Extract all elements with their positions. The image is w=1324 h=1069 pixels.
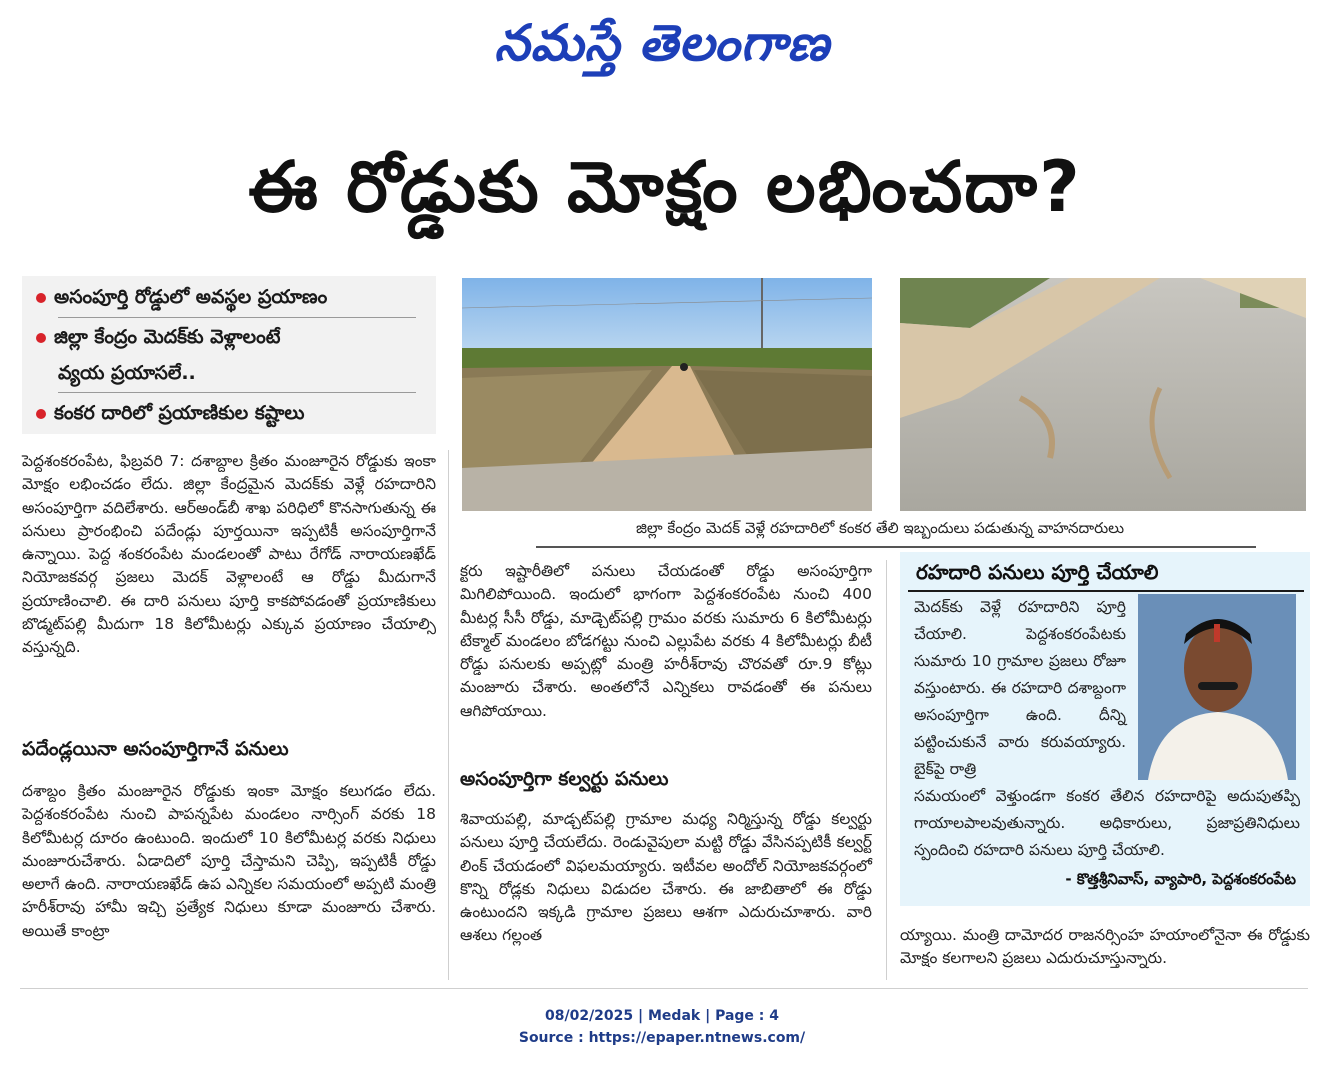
quote-title: రహదారి పనులు పూర్తి చేయాలి bbox=[916, 560, 1159, 584]
road-photo bbox=[462, 278, 872, 511]
divider bbox=[58, 317, 416, 318]
divider bbox=[58, 392, 416, 393]
bottom-rule bbox=[20, 988, 1308, 989]
column-divider bbox=[448, 450, 449, 980]
footer-source: Source : https://epaper.ntnews.com/ bbox=[518, 1030, 806, 1046]
caption-rule bbox=[536, 546, 1256, 548]
highlight-item: కంకర దారిలో ప్రయాణికుల కష్టాలు bbox=[36, 398, 304, 428]
bullet-dot-icon bbox=[36, 333, 46, 343]
article-column-1-intro: పెద్దశంకరంపేట, ఫిబ్రవరి 7: దశాబ్దాల క్రితం మంజూరైన రోడ్డుకు ఇంకా మోక్షం లభించడం లేదు. జిల్లా కేంద్రమైన మెదక్‌కు వెళ్లే రహదారిని అసంపూర్తిగా వదిలేశారు. ఆర్‌అండ్‌బీ శాఖ పరిధిలో కొనసాగుతున్న ఈ పనులు ప్రారంభించి పదేండ్లు పూర్తయినా ఇప్పటికీ అసంపూర్తిగానే ఉన్నాయి. పెద్ద శంకరంపేట మండలంతో పాటు రేగోడ్ నారాయణఖేడ్ నియోజకవర్గ ప్రజలు మెదక్ వెళ్లాలంటే ఆ రోడ్డు మీదుగానే ప్రయాణించాలి. ఈ దారి పనులు పూర్తి కాకపోవడంతో ప్రయాణికులు బొడ్మట్‌పల్లి మీదుగా 18 కిలోమీటర్లు ఎక్కువ ప్రయాణం చేయాల్సి వస్తున్నది. bbox=[22, 452, 436, 657]
footer-date-page: 08/02/2025 | Medak | Page : 4 bbox=[544, 1008, 780, 1024]
bullet-dot-icon bbox=[36, 293, 46, 303]
quote-box bbox=[900, 552, 1310, 906]
photo-caption: జిల్లా కేంద్రం మెదక్ వెళ్లే రహదారిలో కంకర తేలి ఇబ్బందులు పడుతున్న వాహనదారులు bbox=[635, 519, 1125, 537]
column-divider bbox=[886, 560, 887, 980]
highlight-item: జిల్లా కేంద్రం మెదక్‌కు వెళ్లాలంటే bbox=[36, 322, 280, 352]
masthead-title: నమస్తే తెలంగాణ bbox=[494, 14, 830, 72]
quote-text-continued: సమయంలో వెళ్తుండగా కంకర తేలిన రహదారిపై అదుపుతప్పి గాయాలపాలవుతున్నారు. అధికారులు, ప్రజాప్రతినిధులు స్పందించి రహదారి పనులు పూర్తి చేయాలి. bbox=[914, 787, 1300, 859]
headline: ఈ రోడ్డుకు మోక్షం లభించదా? bbox=[248, 146, 1082, 228]
subheading: పదేండ్లయినా అసంపూర్తిగానే పనులు bbox=[22, 738, 289, 760]
highlights-box bbox=[22, 276, 436, 434]
portrait-photo bbox=[1138, 594, 1296, 780]
highlight-item: అసంపూర్తి రోడ్డులో అవస్థల ప్రయాణం bbox=[36, 282, 327, 312]
article-column-3: య్యాయి. మంత్రి దామోదర రాజనర్సింహ హయాంలోనైనా ఈ రోడ్డుకు మోక్షం కలగాలని ప్రజలు ఎదురుచూస్తున్నారు. bbox=[900, 926, 1310, 968]
bullet-dot-icon bbox=[36, 409, 46, 419]
divider bbox=[908, 590, 1304, 592]
quote-attribution: - కొత్తశ్రీనివాస్, వ్యాపారి, పెద్దశంకరంపేట bbox=[1065, 870, 1296, 888]
gravel-road-photo bbox=[900, 278, 1306, 511]
article-column-1-body: దశాబ్దం క్రితం మంజూరైన రోడ్డుకు ఇంకా మోక్షం కలుగడం లేదు. పెద్దశంకరంపేట నుంచి పాపన్నపేట మండలం నార్సింగ్ వరకు 18 కిలోమీటర్ల దూరం ఉంటుంది. ఇందులో 10 కిలోమీటర్ల వరకు నిధులు మంజూరుచేశారు. ఏడాదిలో పూర్తి చేస్తామని చెప్పి, ఇప్పటికీ రోడ్డు అలాగే ఉంది. నారాయణఖేడ్ ఉప ఎన్నికల సమయంలో అప్పటి మంత్రి హరీశ్‌రావు హామీ ఇచ్చి ప్రత్యేక నిధులు కూడా మంజూరు చేశారు. అయితే కాంట్రా bbox=[22, 782, 436, 940]
subheading: అసంపూర్తిగా కల్వర్టు పనులు bbox=[460, 768, 669, 790]
masthead bbox=[0, 4, 1324, 82]
quote-text: మెదక్‌కు వెళ్లే రహదారిని పూర్తి చేయాలి. పెద్దశంకరంపేటకు సుమారు 10 గ్రామాల ప్రజలు రోజూ వస్తుంటారు. ఈ రహదారి దశాబ్దంగా అసంపూర్తిగా ఉంది. దీన్ని పట్టించుకునే వారు కరువయ్యారు. బైక్‌పై రాత్రి bbox=[914, 598, 1126, 778]
article-column-2-top: క్టరు ఇష్టారీతిలో పనులు చేయడంతో రోడ్డు అసంపూర్తిగా మిగిలిపోయింది. ఇందులో భాగంగా పెద్దశంకరంపేట నుంచి 400 మీటర్ల సీసీ రోడ్డు, మాడ్చెట్‌పల్లి గ్రామం వరకు సుమారు 6 కిలోమీటర్లు టేక్మాల్ మండలం బోడగట్టు నుంచి ఎల్లుపేట వరకు 4 కిలోమీటర్లు బీటీ రోడ్డు పనులకు అప్పట్లో మంత్రి హరీశ్‌రావు చొరవతో రూ.9 కోట్లు మంజూరు చేశారు. అంతలోనే ఎన్నికలు రావడంతో ఈ పనులు ఆగిపోయాయి. bbox=[460, 562, 872, 720]
highlight-item-continued: వ్యయ ప్రయాసలే.. bbox=[58, 362, 196, 384]
article-column-2-body: శివాయపల్లి, మాడ్చట్‌పల్లి గ్రామాల మధ్య నిర్మిస్తున్న రోడ్డు కల్వర్టు పనులు పూర్తి చేయలేదు. రెండువైపులా మట్టి రోడ్డు వేసినప్పటికీ కల్వర్ట్ లింక్ చేయడంలో విఫలమయ్యారు. ఇటీవల అందోల్ నియోజకవర్గంలో కొన్ని రోడ్లకు నిధులు విడుదల చేశారు. ఈ జాబితాలో ఈ రోడ్డు ఉంటుందని ఇక్కడి గ్రామాల ప్రజలు ఆశగా ఎదురుచూశారు. వారి ఆశలు గల్లంత bbox=[460, 810, 872, 945]
